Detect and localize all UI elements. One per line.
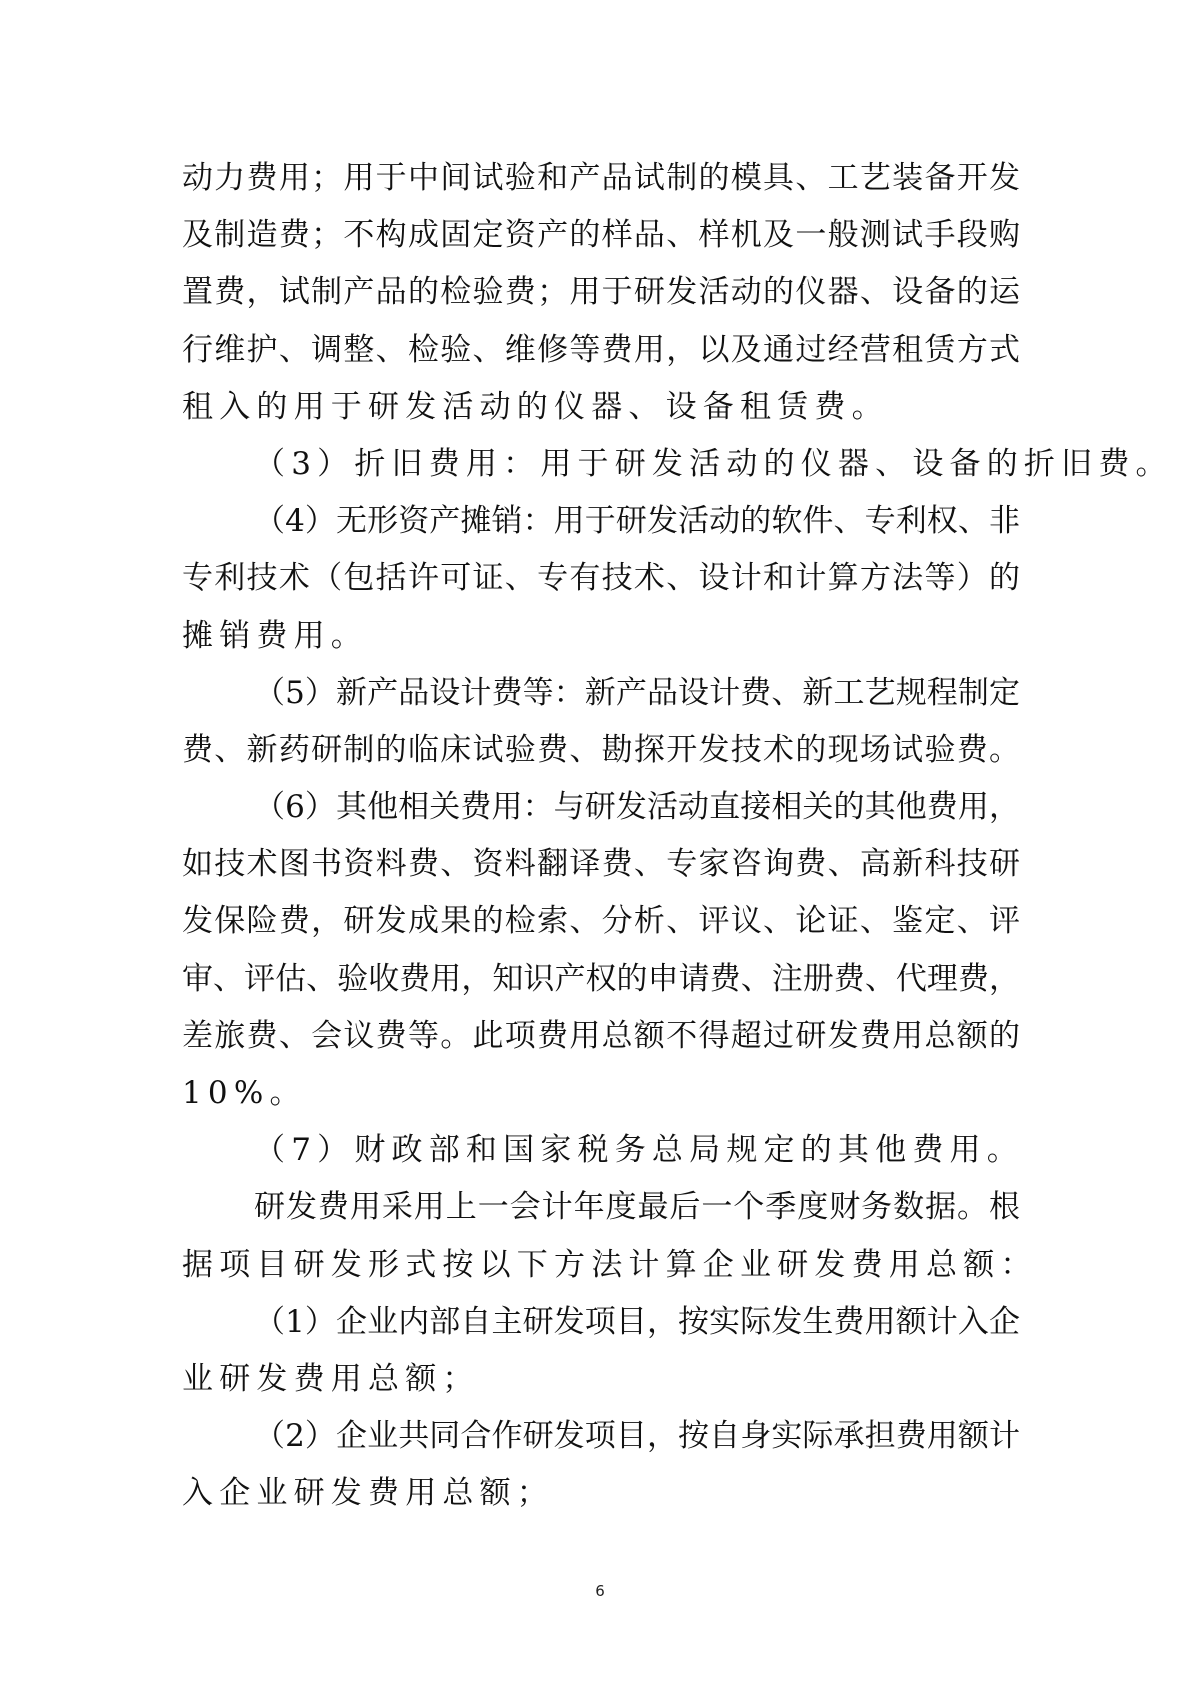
body-text — [182, 150, 1173, 1523]
text-line: 行维护、调整、检验、维修等费用，以及通过经营租赁方式 — [182, 331, 1020, 368]
text-line: 发保险费，研发成果的检索、分析、评议、论证、鉴定、评 — [182, 903, 1020, 940]
text-line: 费、新药研制的临床试验费、勘探开发技术的现场试验费。 — [182, 731, 1020, 768]
text-line: 摊销费用。 — [182, 617, 368, 654]
list-item-other-related-costs: （6）其他相关费用：与研发活动直接相关的其他费用， — [254, 789, 1020, 826]
list-item-other-mof-costs: （7）财政部和国家税务总局规定的其他费用。 — [254, 1132, 1024, 1169]
text-line: 入企业研发费用总额； — [182, 1475, 554, 1512]
text-line: 据项目研发形式按以下方法计算企业研发费用总额： — [182, 1246, 1038, 1283]
list-item-new-product-design: （5）新产品设计费等：新产品设计费、新工艺规程制定 — [254, 674, 1020, 711]
list-item-joint-rd: （2）企业共同合作研发项目，按自身实际承担费用额计 — [254, 1418, 1020, 1455]
page-number: 6 — [595, 1582, 605, 1600]
text-line: 租入的用于研发活动的仪器、设备租赁费。 — [182, 388, 889, 425]
text-line: 动力费用；用于中间试验和产品试制的模具、工艺装备开发 — [182, 160, 1020, 196]
text-line: 专利技术（包括许可证、专有技术、设计和计算方法等）的 — [182, 560, 1020, 597]
text-line: 10%。 — [182, 1075, 307, 1111]
text-line: 审、评估、验收费用，知识产权的申请费、注册费、代理费， — [182, 960, 1020, 997]
paragraph-rd-calculation: 研发费用采用上一会计年度最后一个季度财务数据。根 — [254, 1189, 1020, 1226]
text-line: 如技术图书资料费、资料翻译费、专家咨询费、高新科技研 — [182, 846, 1020, 883]
text-line: 置费，试制产品的检验费；用于研发活动的仪器、设备的运 — [182, 274, 1020, 311]
list-item-depreciation: （3）折旧费用：用于研发活动的仪器、设备的折旧费。 — [254, 445, 1173, 482]
list-item-internal-rd: （1）企业内部自主研发项目，按实际发生费用额计入企 — [254, 1303, 1020, 1340]
text-line: 差旅费、会议费等。此项费用总额不得超过研发费用总额的 — [182, 1017, 1020, 1054]
list-item-intangible-amortization: （4）无形资产摊销：用于研发活动的软件、专利权、非 — [254, 503, 1020, 540]
text-line: 业研发费用总额； — [182, 1360, 480, 1397]
text-line: 及制造费；不构成固定资产的样品、样机及一般测试手段购 — [182, 217, 1020, 254]
